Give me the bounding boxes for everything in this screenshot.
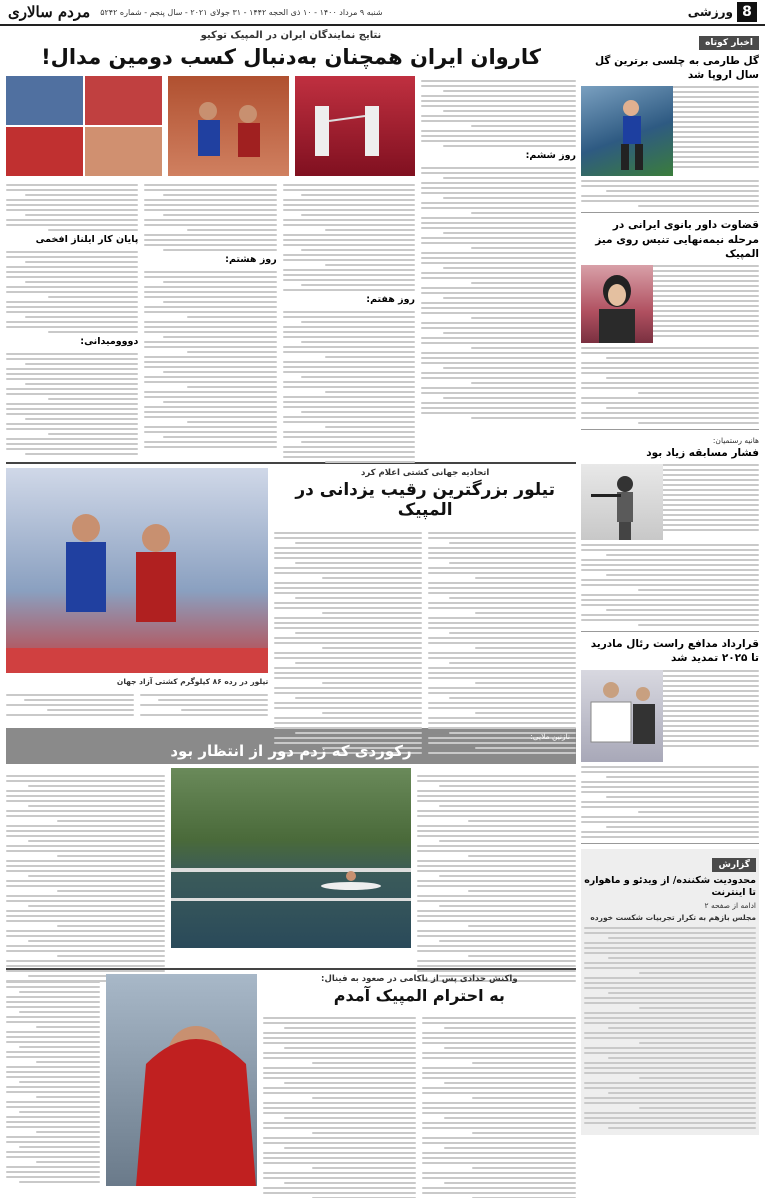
woman-portrait-icon — [581, 265, 653, 343]
bottom-headline: به احترام المپیک آمدم — [333, 986, 505, 1005]
sidebar-item-title: فشار مسابقه زیاد بود — [646, 447, 759, 460]
signing-photo — [581, 670, 663, 762]
top-headline: کاروان ایران همچنان به‌دنبال کسب دومین مدال! — [41, 45, 541, 69]
section-label — [688, 2, 757, 22]
top-kicker: نتایج نمایندگان ایران در المپیک توکیو — [200, 30, 382, 41]
rowing-bar-label: نازنین ملایی: — [530, 732, 570, 741]
article-body — [581, 347, 759, 424]
rowing-headline: رکوردی که زدم دور از انتظار بود — [170, 742, 412, 761]
report-label: گزارش — [712, 858, 756, 872]
article-body — [581, 544, 759, 626]
subhead: روز ششم: — [525, 150, 576, 162]
sidebar-item — [581, 54, 759, 207]
wrestling-story — [6, 468, 576, 728]
wrestle-caption: تیلور در رده ۸۶ کیلوگرم کشتی آزاد جهان — [116, 677, 269, 686]
sidebar-item-title: قضاوت داور بانوی ایرانی در مرحله نیمه‌نهایی تنیس روی میز المپیک — [595, 219, 759, 260]
subhead: روز هفتم: — [366, 294, 415, 306]
sidebar-item — [581, 435, 759, 626]
section-title: ورزشی — [687, 5, 733, 19]
wrestling-photo — [168, 76, 288, 176]
report-subtitle: مجلس بازهم به تکرار تجربیات شکست خورده — [590, 912, 756, 922]
main-content — [6, 30, 576, 1194]
page-number: 8 — [737, 2, 757, 22]
article-body — [584, 927, 756, 1129]
shooter-photo — [581, 464, 663, 540]
player-with-shirt-icon — [581, 670, 663, 762]
newspaper-logo: مردم سالاری — [8, 3, 91, 21]
olympic-montage-photo — [6, 76, 162, 176]
sidebar-report — [581, 849, 759, 1135]
rowing-story — [6, 728, 576, 968]
discus-thrower-photo — [106, 974, 257, 1186]
bottom-kicker: واکنش حدادی پس از ناکامی در صعود به فینال: — [321, 974, 518, 984]
report-title: محدودیت شکننده/ از ویدئو و ماهواره تا اینترنت — [584, 874, 756, 899]
sidebar-label: اخبار کوتاه — [699, 36, 759, 50]
subhead: روز هشتم: — [225, 254, 277, 266]
haddadi-story — [6, 974, 576, 1198]
article-body — [581, 766, 759, 838]
top-story — [6, 30, 576, 460]
rower-icon — [171, 768, 410, 948]
subhead: دووومیدانی: — [80, 336, 139, 348]
sidebar-item-prefix: هانیه رستمیان: — [712, 435, 759, 445]
referee-photo — [581, 265, 653, 343]
shooter-figure-icon — [581, 464, 663, 540]
sidebar — [581, 30, 759, 1194]
wrestlers-icon — [168, 76, 288, 176]
wrestlers-grappling-icon — [6, 468, 268, 673]
sidebar-item — [581, 637, 759, 837]
fencers-icon — [295, 76, 415, 176]
report-page-ref: ادامه از صفحه ۲ — [704, 901, 756, 911]
subhead: پایان کار ایلناز افخمی — [35, 234, 139, 246]
top-story-col-1 — [421, 76, 576, 466]
wrestle-headline: تیلور بزرگترین رقیب یزدانی در المپیک — [295, 480, 555, 520]
fencing-photo — [295, 76, 415, 176]
athlete-covering-face-icon — [106, 974, 257, 1186]
wrestling-match-photo — [6, 468, 268, 673]
date-line: شنبه ۹ مرداد ۱۴۰۰ - ۱۰ ذی الحجه ۱۴۴۲ - ۳۱ جولای ۲۰۲۱ - سال پنجم - شماره ۵۲۴۲ — [100, 7, 383, 17]
sidebar-item-title: قرارداد مدافع راست رئال مادرید تا ۲۰۲۵ تمدید شد — [590, 638, 759, 665]
page-header — [0, 0, 765, 26]
wrestle-kicker: اتحادیه جهانی کشتی اعلام کرد — [360, 468, 490, 478]
sidebar-item — [581, 218, 759, 424]
top-story-columns — [6, 180, 415, 466]
footballer-figure-icon — [581, 86, 673, 176]
sidebar-item-title: گل طارمی به چلسی برترین گل سال اروپا شد — [594, 55, 759, 82]
top-photos — [6, 76, 415, 176]
rowing-photo — [171, 768, 410, 948]
football-photo — [581, 86, 673, 176]
article-body — [581, 180, 759, 207]
